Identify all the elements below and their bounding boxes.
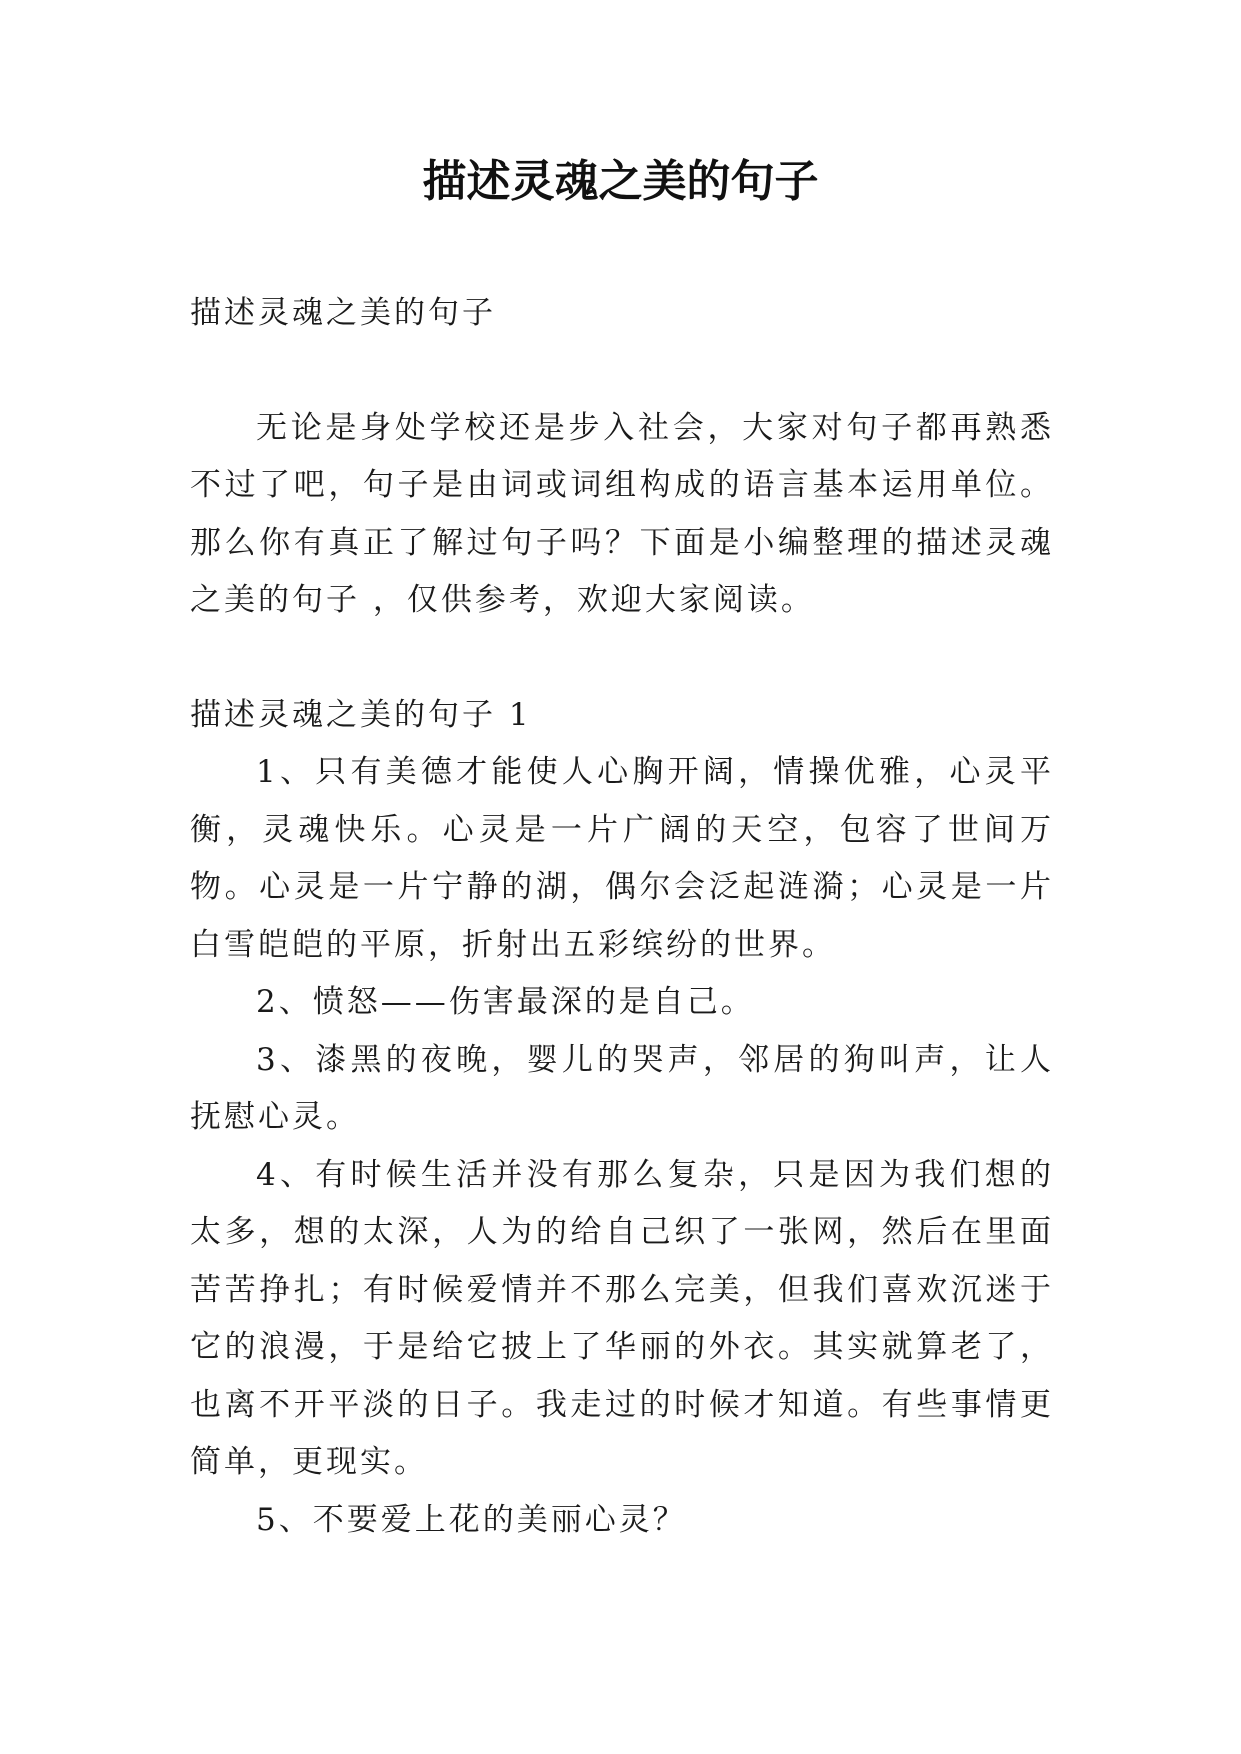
list-item: 3、漆黑的夜晚，婴儿的哭声，邻居的狗叫声，让人抚慰心灵。 (190, 1041, 1054, 1135)
document-body (190, 285, 1054, 1549)
list-item: 1、只有美德才能使人心胸开阔，情操优雅，心灵平衡，灵魂快乐。心灵是一片广阔的天空，包容了世间万物。心灵是一片宁静的湖，偶尔会泛起涟漪；心灵是一片白雪皑皑的平原，折射出五彩缤纷的世界。 (190, 754, 1054, 963)
list-item: 4、有时候生活并没有那么复杂，只是因为我们想的太多，想的太深，人为的给自己织了一张网，然后在里面苦苦挣扎；有时候爱情并不那么完美，但我们喜欢沉迷于它的浪漫，于是给它披上了华丽的外衣。其实就算老了，也离不开平淡的日子。我走过的时候才知道。有些事情更简单，更现实。 (190, 1156, 1054, 1480)
spacer (190, 630, 1054, 687)
spacer (190, 343, 1054, 400)
list-item: 2、愤怒——伤害最深的是自己。 (256, 984, 755, 1020)
document-title: 描述灵魂之美的句子 (422, 156, 819, 207)
section-heading: 描述灵魂之美的句子 1 (190, 696, 532, 733)
intro-paragraph: 无论是身处学校还是步入社会，大家对句子都再熟悉不过了吧，句子是由词或词组构成的语言基本运用单位。那么你有真正了解过句子吗？下面是小编整理的描述灵魂之美的句子 ，仅供参考，欢迎大家阅读。 (190, 409, 1054, 618)
document-subtitle: 描述灵魂之美的句子 (190, 295, 496, 331)
list-item: 5、不要爱上花的美丽心灵？ (256, 1501, 687, 1538)
